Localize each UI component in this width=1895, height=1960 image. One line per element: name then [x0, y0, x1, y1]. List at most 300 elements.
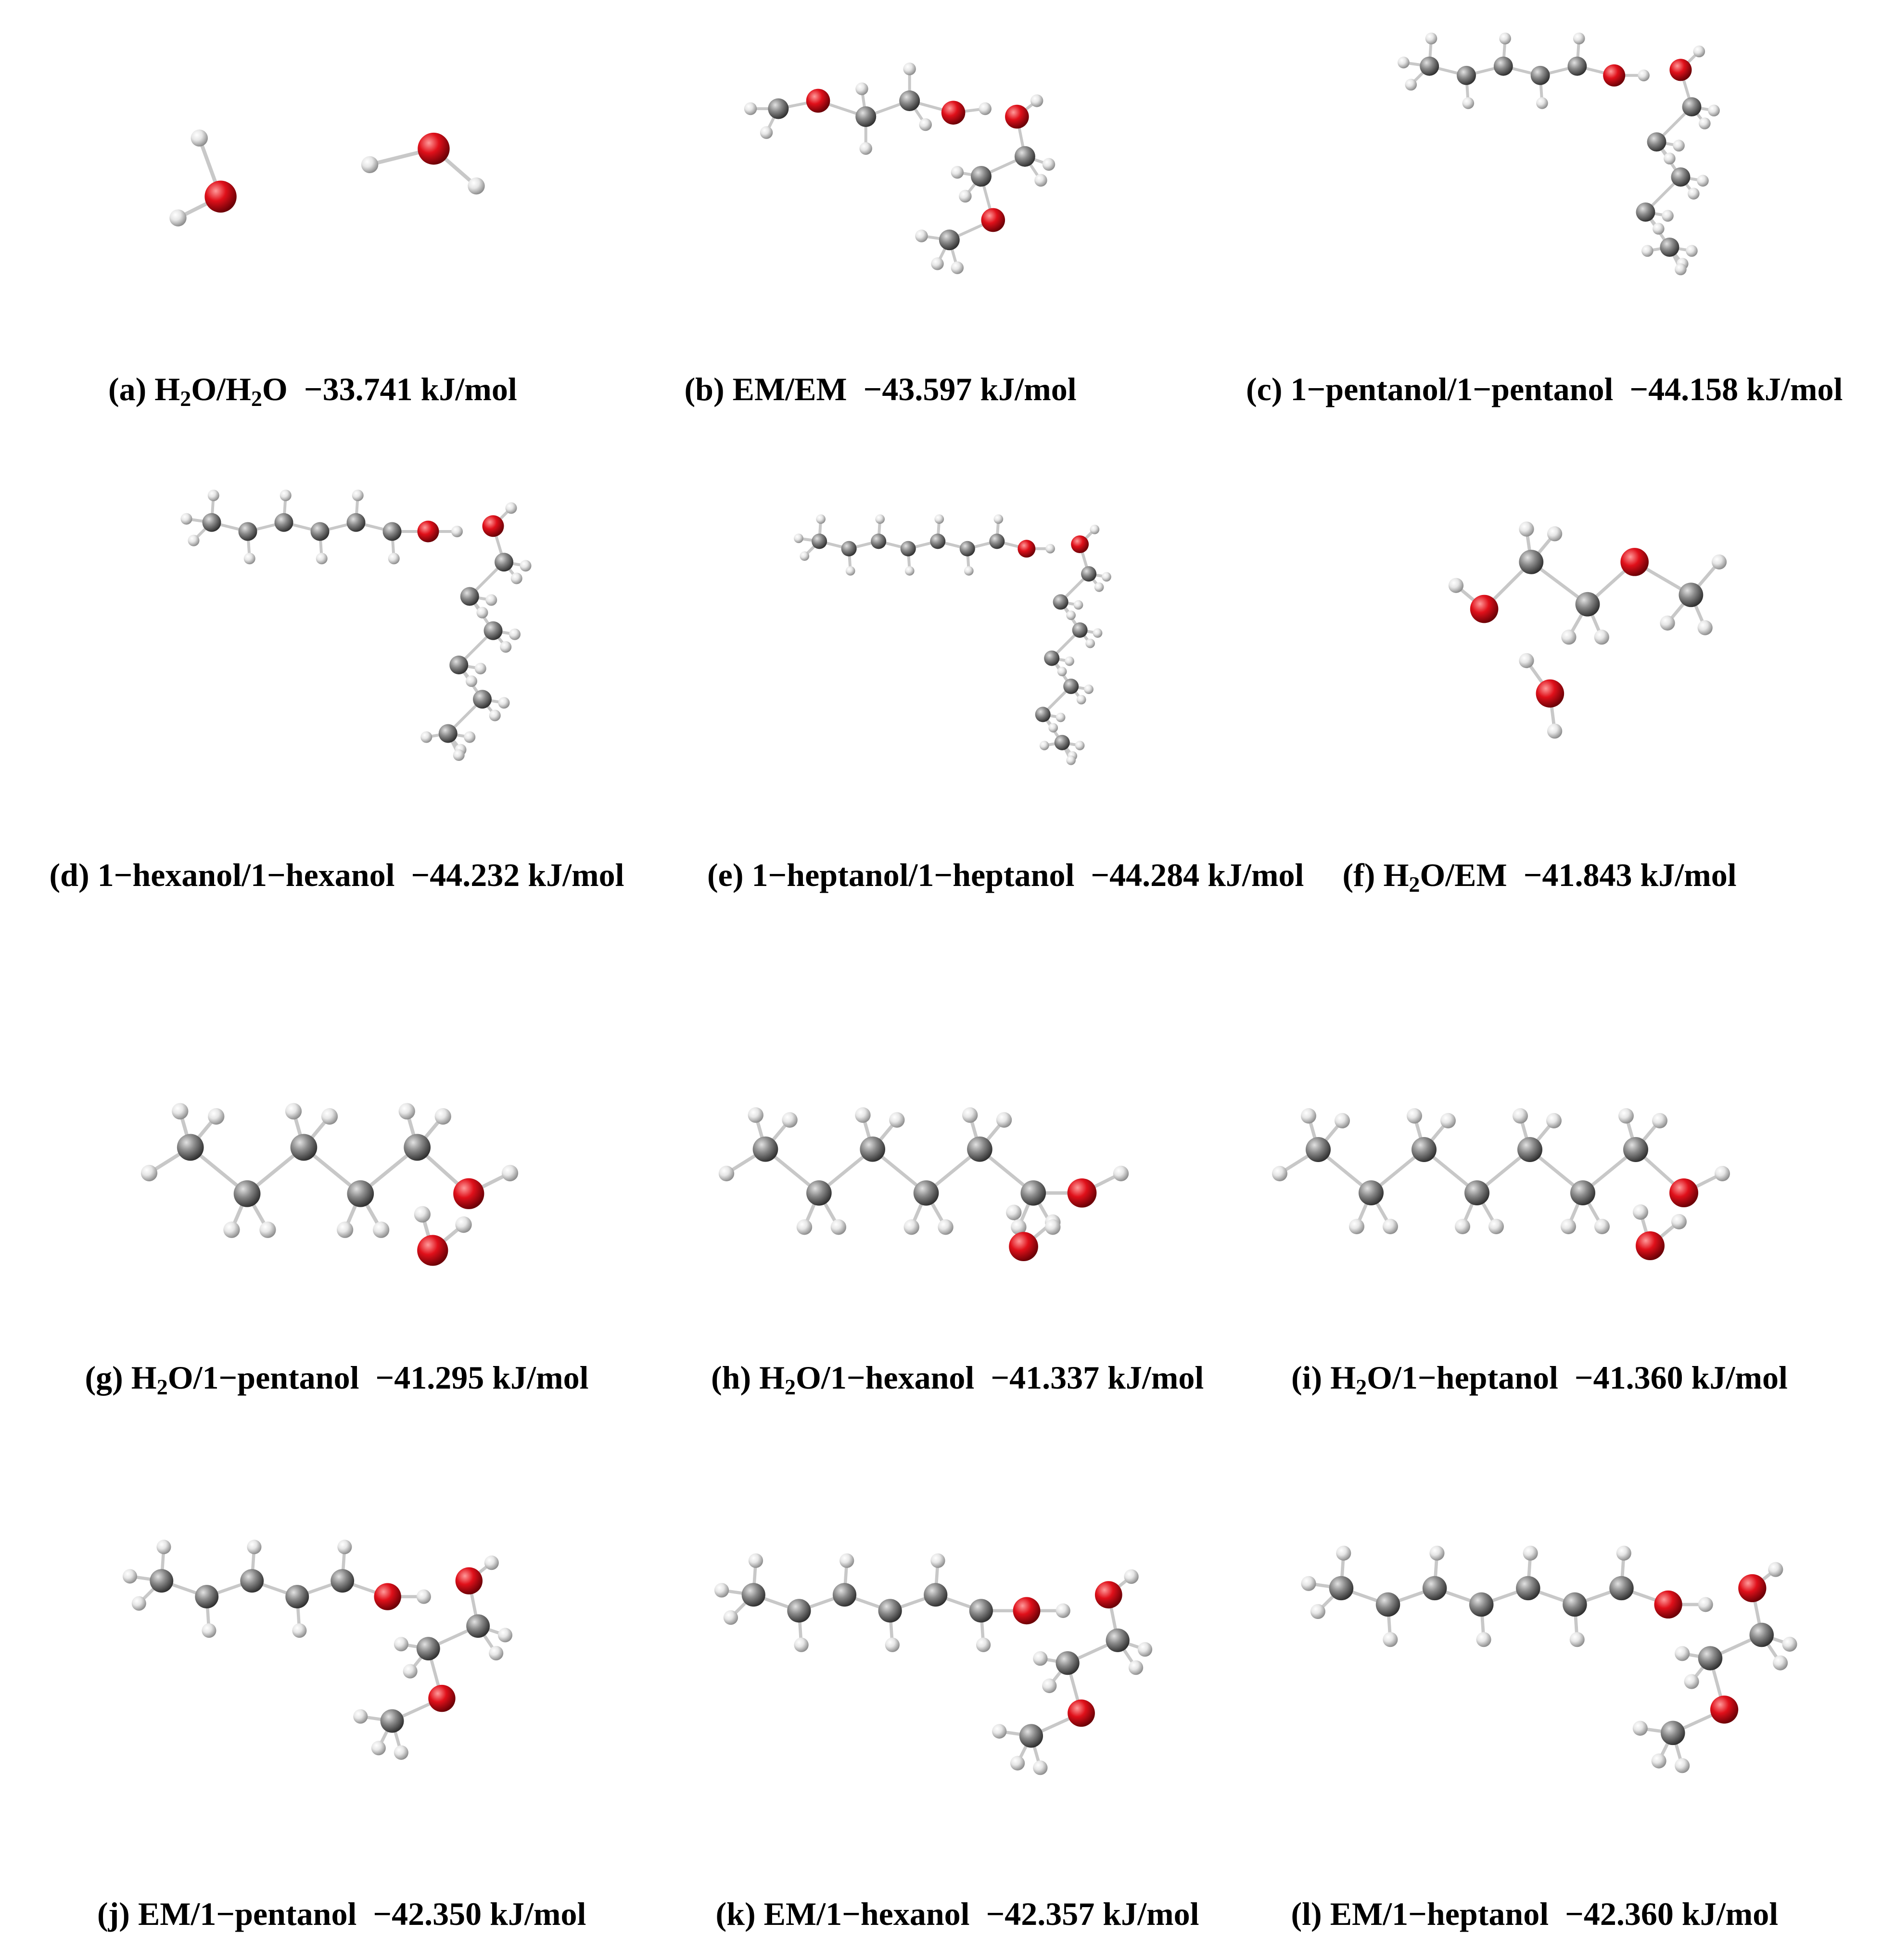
hydrogen-atom [223, 1222, 240, 1238]
hydrogen-atom [1033, 1651, 1047, 1666]
structure-l [1289, 1525, 1809, 1794]
panel-label: (f) [1342, 857, 1375, 893]
hydrogen-atom [1077, 695, 1086, 705]
hydrogen-atom [1698, 1597, 1713, 1612]
hydrogen-atom [903, 63, 916, 75]
hydrogen-atom [797, 1219, 812, 1235]
hydrogen-atom [455, 1216, 471, 1233]
structure-b [731, 48, 1068, 289]
carbon-atom [855, 106, 876, 127]
carbon-atom [1563, 1593, 1587, 1617]
hydrogen-atom [1301, 1108, 1316, 1124]
carbon-atom [195, 1585, 218, 1608]
carbon-atom [1044, 650, 1059, 666]
hydrogen-atom [992, 1724, 1006, 1738]
carbon-atom [971, 166, 992, 187]
hydrogen-atom [1048, 723, 1058, 733]
hydrogen-atom [1782, 1637, 1797, 1652]
hydrogen-atom [1653, 223, 1665, 235]
structure-j [111, 1515, 524, 1784]
hydrogen-atom [1773, 1656, 1788, 1670]
oxygen-atom [1071, 535, 1089, 553]
caption-k [716, 1895, 1199, 1933]
interaction-energy: −41.337 kJ/mol [991, 1359, 1204, 1396]
hydrogen-atom [903, 1219, 919, 1235]
structure-e [779, 495, 1126, 784]
hydrogen-atom [1698, 620, 1713, 635]
hydrogen-atom [1398, 57, 1410, 69]
hydrogen-atom [353, 1709, 368, 1724]
carbon-atom [878, 1599, 902, 1622]
carbon-atom [753, 1137, 778, 1162]
carbon-atom [742, 1583, 765, 1606]
carbon-atom [1647, 132, 1666, 152]
carbon-atom [1531, 66, 1550, 85]
hydrogen-atom [414, 1206, 431, 1223]
oxygen-atom [1636, 1231, 1665, 1260]
carbon-atom [1671, 167, 1690, 187]
hydrogen-atom [188, 535, 200, 546]
hydrogen-atom [511, 573, 522, 584]
hydrogen-atom [1335, 1113, 1350, 1128]
hydrogen-atom [468, 177, 484, 194]
carbon-atom [381, 1709, 404, 1733]
carbon-atom [860, 1137, 885, 1162]
hydrogen-atom [1129, 1660, 1143, 1675]
carbon-atom [1494, 57, 1513, 76]
carbon-atom [1682, 97, 1702, 116]
hydrogen-atom [714, 1583, 729, 1597]
carbon-atom [240, 1569, 264, 1593]
molecule-drawing [1371, 19, 1746, 289]
hydrogen-atom [247, 1540, 261, 1554]
oxygen-atom [1710, 1695, 1738, 1723]
hydrogen-atom [466, 675, 477, 687]
oxygen-atom [418, 521, 439, 543]
hydrogen-atom [1065, 657, 1074, 666]
hydrogen-atom [1684, 1674, 1699, 1689]
hydrogen-atom [855, 82, 868, 95]
structure-g [130, 1077, 529, 1284]
hydrogen-atom [915, 229, 928, 242]
hydrogen-atom [1138, 1642, 1152, 1657]
hydrogen-atom [156, 1540, 171, 1554]
panel-label: (k) [715, 1896, 756, 1932]
hydrogen-atom [1301, 1576, 1316, 1591]
hydrogen-atom [1686, 245, 1698, 257]
hydrogen-atom [962, 1107, 978, 1123]
carbon-atom [1306, 1137, 1331, 1162]
hydrogen-atom [316, 553, 328, 564]
hydrogen-atom [1056, 713, 1066, 722]
carbon-atom [1750, 1623, 1774, 1647]
panel-label: (l) [1291, 1896, 1322, 1932]
hydrogen-atom [1455, 1219, 1470, 1234]
panel-label: (e) [707, 857, 744, 893]
carbon-atom [833, 1583, 856, 1606]
carbon-atom [291, 1134, 318, 1161]
oxygen-atom [453, 1178, 484, 1209]
carbon-atom [989, 533, 1005, 549]
interaction-energy: −41.843 kJ/mol [1523, 857, 1737, 893]
hydrogen-atom [321, 1108, 338, 1125]
molecule-drawing [159, 115, 496, 240]
interaction-energy: −44.232 kJ/mol [411, 857, 624, 893]
molecule-drawing [779, 495, 1126, 784]
pair-name: EM/EM [732, 371, 847, 407]
hydrogen-atom [1499, 33, 1511, 45]
carbon-atom [1661, 1721, 1685, 1745]
carbon-atom [1679, 582, 1703, 607]
carbon-atom [1081, 566, 1096, 582]
oxygen-atom [483, 515, 504, 537]
hydrogen-atom [388, 553, 400, 564]
hydrogen-atom [1075, 741, 1085, 750]
hydrogen-atom [371, 1741, 386, 1755]
pair-name: $H_2O/H_2O$ [154, 371, 288, 411]
oxygen-atom [1068, 1699, 1095, 1727]
hydrogen-atom [244, 553, 255, 564]
molecule-drawing [731, 48, 1068, 289]
carbon-atom [1329, 1576, 1353, 1600]
hydrogen-atom [1425, 33, 1437, 45]
hydrogen-atom [976, 1638, 991, 1652]
panel-label: (c) [1246, 371, 1283, 407]
carbon-atom [1519, 550, 1543, 574]
caption-g [85, 1359, 589, 1397]
hydrogen-atom [1699, 117, 1711, 129]
oxygen-atom [1013, 1597, 1041, 1624]
hydrogen-atom [1693, 46, 1705, 58]
molecule-drawing [130, 1077, 529, 1284]
pair-name: 1−heptanol/1−heptanol [751, 857, 1075, 893]
hydrogen-atom [905, 566, 915, 576]
carbon-atom [1035, 707, 1051, 722]
panel-label: (i) [1291, 1359, 1323, 1396]
carbon-atom [439, 724, 458, 743]
hydrogen-atom [846, 566, 855, 576]
oxygen-atom [1669, 1178, 1698, 1207]
hydrogen-atom [498, 697, 510, 708]
hydrogen-atom [1536, 97, 1548, 109]
hydrogen-atom [1561, 1219, 1576, 1234]
carbon-atom [1015, 146, 1035, 167]
hydrogen-atom [1102, 572, 1111, 582]
carbon-atom [331, 1569, 354, 1593]
hydrogen-atom [1594, 630, 1609, 645]
hydrogen-atom [208, 1108, 224, 1125]
hydrogen-atom [1463, 97, 1475, 109]
hydrogen-atom [1519, 521, 1534, 536]
carbon-atom [1469, 1593, 1493, 1617]
oxygen-atom [1620, 548, 1649, 576]
carbon-atom [871, 533, 886, 549]
hydrogen-atom [885, 1638, 900, 1652]
carbon-atom [787, 1599, 811, 1622]
panel-label: (d) [49, 857, 89, 893]
hydrogen-atom [875, 514, 885, 524]
caption-c [1246, 370, 1843, 408]
hydrogen-atom [1633, 1204, 1648, 1220]
panel-label: (b) [684, 371, 725, 407]
hydrogen-atom [280, 490, 292, 501]
structure-d [159, 476, 553, 774]
hydrogen-atom [1616, 1546, 1631, 1561]
hydrogen-atom [1652, 1754, 1666, 1769]
carbon-atom [1376, 1593, 1400, 1617]
oxygen-atom [1470, 595, 1499, 623]
hydrogen-atom [208, 490, 219, 501]
carbon-atom [768, 99, 789, 119]
carbon-atom [899, 90, 920, 111]
panel-label: (a) [108, 371, 147, 407]
hydrogen-atom [1066, 756, 1076, 765]
carbon-atom [234, 1180, 261, 1207]
carbon-atom [1517, 1137, 1542, 1162]
interaction-energy: −42.357 kJ/mol [986, 1896, 1199, 1932]
carbon-atom [967, 1137, 992, 1162]
hydrogen-atom [132, 1596, 146, 1611]
hydrogen-atom [202, 1623, 216, 1638]
carbon-atom [960, 541, 975, 556]
hydrogen-atom [1519, 653, 1534, 668]
carbon-atom [311, 522, 330, 541]
carbon-atom [1698, 1646, 1722, 1670]
hydrogen-atom [760, 126, 773, 139]
carbon-atom [1636, 202, 1655, 222]
hydrogen-atom [839, 1554, 854, 1568]
carbon-atom [239, 522, 257, 541]
interaction-energy: −44.284 kJ/mol [1091, 857, 1304, 893]
carbon-atom [1019, 1724, 1043, 1747]
hydrogen-atom [919, 118, 932, 131]
hydrogen-atom [352, 490, 364, 501]
structure-i [1260, 1077, 1742, 1284]
interaction-energy: −42.360 kJ/mol [1565, 1896, 1779, 1932]
hydrogen-atom [1570, 1632, 1585, 1647]
hydrogen-atom [1043, 158, 1055, 171]
carbon-atom [1609, 1576, 1633, 1600]
hydrogen-atom [1094, 582, 1104, 592]
hydrogen-atom [889, 1112, 904, 1127]
pair-name: $H_2O/1-pentanol$ [131, 1359, 359, 1399]
carbon-atom [841, 541, 857, 556]
carbon-atom [347, 1180, 374, 1207]
hydrogen-atom [1074, 600, 1083, 610]
hydrogen-atom [1513, 1108, 1528, 1124]
pair-name: $H_2O/EM$ [1383, 857, 1507, 897]
pair-name: $H_2O/1-hexanol$ [759, 1359, 975, 1399]
hydrogen-atom [489, 710, 501, 721]
caption-a [108, 370, 517, 411]
carbon-atom [466, 1614, 490, 1638]
hydrogen-atom [1449, 578, 1463, 593]
carbon-atom [1457, 66, 1476, 85]
molecule-drawing [159, 476, 553, 774]
molecule-drawing [1260, 1077, 1742, 1284]
hydrogen-atom [994, 514, 1004, 524]
hydrogen-atom [191, 129, 208, 146]
carbon-atom [939, 229, 960, 250]
hydrogen-atom [744, 102, 757, 115]
hydrogen-atom [1124, 1569, 1138, 1584]
carbon-atom [1423, 1576, 1447, 1600]
carbon-atom [417, 1637, 440, 1660]
hydrogen-atom [1594, 1219, 1610, 1234]
hydrogen-atom [1336, 1546, 1351, 1561]
molecule-drawing [707, 1077, 1140, 1284]
pair-name: 1−hexanol/1−hexanol [97, 857, 395, 893]
pair-name: EM/1−hexanol [763, 1896, 970, 1932]
hydrogen-atom [417, 1590, 431, 1604]
carbon-atom [901, 541, 916, 556]
hydrogen-atom [782, 1112, 797, 1127]
hydrogen-atom [1547, 723, 1562, 738]
hydrogen-atom [979, 102, 992, 115]
interaction-energy: −44.158 kJ/mol [1629, 371, 1843, 407]
carbon-atom [449, 656, 468, 674]
carbon-atom [1412, 1137, 1437, 1162]
molecule-drawing [1289, 1525, 1809, 1794]
hydrogen-atom [451, 526, 463, 537]
carbon-atom [473, 690, 492, 708]
hydrogen-atom [169, 209, 186, 226]
hydrogen-atom [520, 560, 532, 571]
hydrogen-atom [934, 514, 944, 524]
molecule-drawing [702, 1530, 1164, 1799]
hydrogen-atom [1040, 741, 1049, 750]
hydrogen-atom [1030, 94, 1043, 107]
hydrogen-atom [1662, 210, 1674, 222]
hydrogen-atom [485, 594, 497, 606]
hydrogen-atom [1641, 245, 1653, 257]
panel-label: (h) [711, 1359, 751, 1396]
hydrogen-atom [1476, 1632, 1491, 1647]
oxygen-atom [418, 133, 449, 164]
carbon-atom [1464, 1180, 1489, 1205]
caption-j [97, 1895, 586, 1933]
hydrogen-atom [1675, 264, 1687, 276]
hydrogen-atom [259, 1222, 276, 1238]
hydrogen-atom [1310, 1604, 1325, 1619]
hydrogen-atom [498, 1628, 512, 1642]
carbon-atom [1063, 679, 1079, 694]
hydrogen-atom [1618, 1108, 1634, 1124]
caption-f [1342, 856, 1737, 897]
hydrogen-atom [860, 142, 872, 154]
hydrogen-atom [1708, 104, 1720, 116]
hydrogen-atom [1084, 684, 1094, 694]
carbon-atom [347, 513, 366, 532]
hydrogen-atom [794, 533, 803, 543]
hydrogen-atom [1715, 1166, 1730, 1181]
carbon-atom [1623, 1137, 1648, 1162]
hydrogen-atom [1671, 1214, 1687, 1229]
hydrogen-atom [435, 1108, 451, 1125]
hydrogen-atom [1093, 628, 1103, 638]
hydrogen-atom [1066, 610, 1076, 620]
hydrogen-atom [964, 566, 974, 576]
molecule-drawing [111, 1515, 524, 1784]
carbon-atom [1420, 57, 1439, 76]
carbon-atom [1020, 1180, 1046, 1206]
hydrogen-atom [1010, 1756, 1025, 1770]
carbon-atom [203, 513, 221, 532]
carbon-atom [812, 533, 827, 549]
hydrogen-atom [123, 1569, 137, 1583]
hydrogen-atom [1349, 1219, 1364, 1234]
hydrogen-atom [1034, 174, 1047, 187]
pair-name: EM/1−heptanol [1330, 1896, 1549, 1932]
hydrogen-atom [285, 1103, 302, 1119]
oxygen-atom [1095, 1581, 1122, 1608]
hydrogen-atom [394, 1637, 408, 1651]
hydrogen-atom [1660, 616, 1675, 631]
oxygen-atom [1068, 1178, 1097, 1208]
hydrogen-atom [399, 1103, 415, 1119]
hydrogen-atom [1042, 1679, 1056, 1693]
hydrogen-atom [477, 607, 488, 619]
interaction-energy: −41.360 kJ/mol [1574, 1359, 1788, 1396]
panel-label: (g) [85, 1359, 123, 1396]
oxygen-atom [1009, 1232, 1038, 1261]
hydrogen-atom [800, 551, 809, 561]
carbon-atom [1576, 592, 1600, 617]
hydrogen-atom [996, 1112, 1012, 1127]
panel-label: (j) [97, 1896, 130, 1932]
hydrogen-atom [959, 190, 971, 202]
carbon-atom [285, 1585, 309, 1608]
oxygen-atom [1603, 64, 1625, 87]
carbon-atom [1567, 57, 1587, 76]
interaction-energy: −33.741 kJ/mol [304, 371, 517, 407]
hydrogen-atom [816, 514, 826, 524]
carbon-atom [460, 587, 479, 606]
interaction-energy: −41.295 kJ/mol [375, 1359, 589, 1396]
hydrogen-atom [1573, 33, 1585, 45]
oxygen-atom [204, 181, 236, 213]
hydrogen-atom [1407, 1108, 1422, 1124]
carbon-atom [1660, 238, 1679, 257]
hydrogen-atom [724, 1610, 738, 1625]
carbon-atom [924, 1583, 947, 1606]
pair-name: $H_2O/1-heptanol$ [1330, 1359, 1558, 1399]
carbon-atom [1072, 622, 1088, 638]
carbon-atom [930, 533, 945, 549]
interaction-energy: −43.597 kJ/mol [863, 371, 1077, 407]
hydrogen-atom [420, 732, 432, 743]
oxygen-atom [1536, 680, 1564, 708]
hydrogen-atom [1090, 525, 1100, 534]
hydrogen-atom [1383, 1219, 1398, 1234]
carbon-atom [1106, 1629, 1130, 1652]
hydrogen-atom [1664, 152, 1676, 164]
hydrogen-atom [1712, 555, 1727, 569]
structure-h [707, 1077, 1140, 1284]
hydrogen-atom [361, 156, 378, 173]
molecule-drawing [1419, 510, 1756, 750]
hydrogen-atom [1673, 139, 1685, 152]
hydrogen-atom [373, 1222, 389, 1238]
structure-k [702, 1530, 1164, 1799]
hydrogen-atom [951, 261, 964, 274]
caption-l [1291, 1895, 1779, 1933]
hydrogen-atom [484, 1555, 499, 1570]
hydrogen-atom [1272, 1166, 1287, 1181]
hydrogen-atom [464, 732, 475, 743]
hydrogen-atom [509, 629, 521, 640]
carbon-atom [969, 1599, 993, 1622]
